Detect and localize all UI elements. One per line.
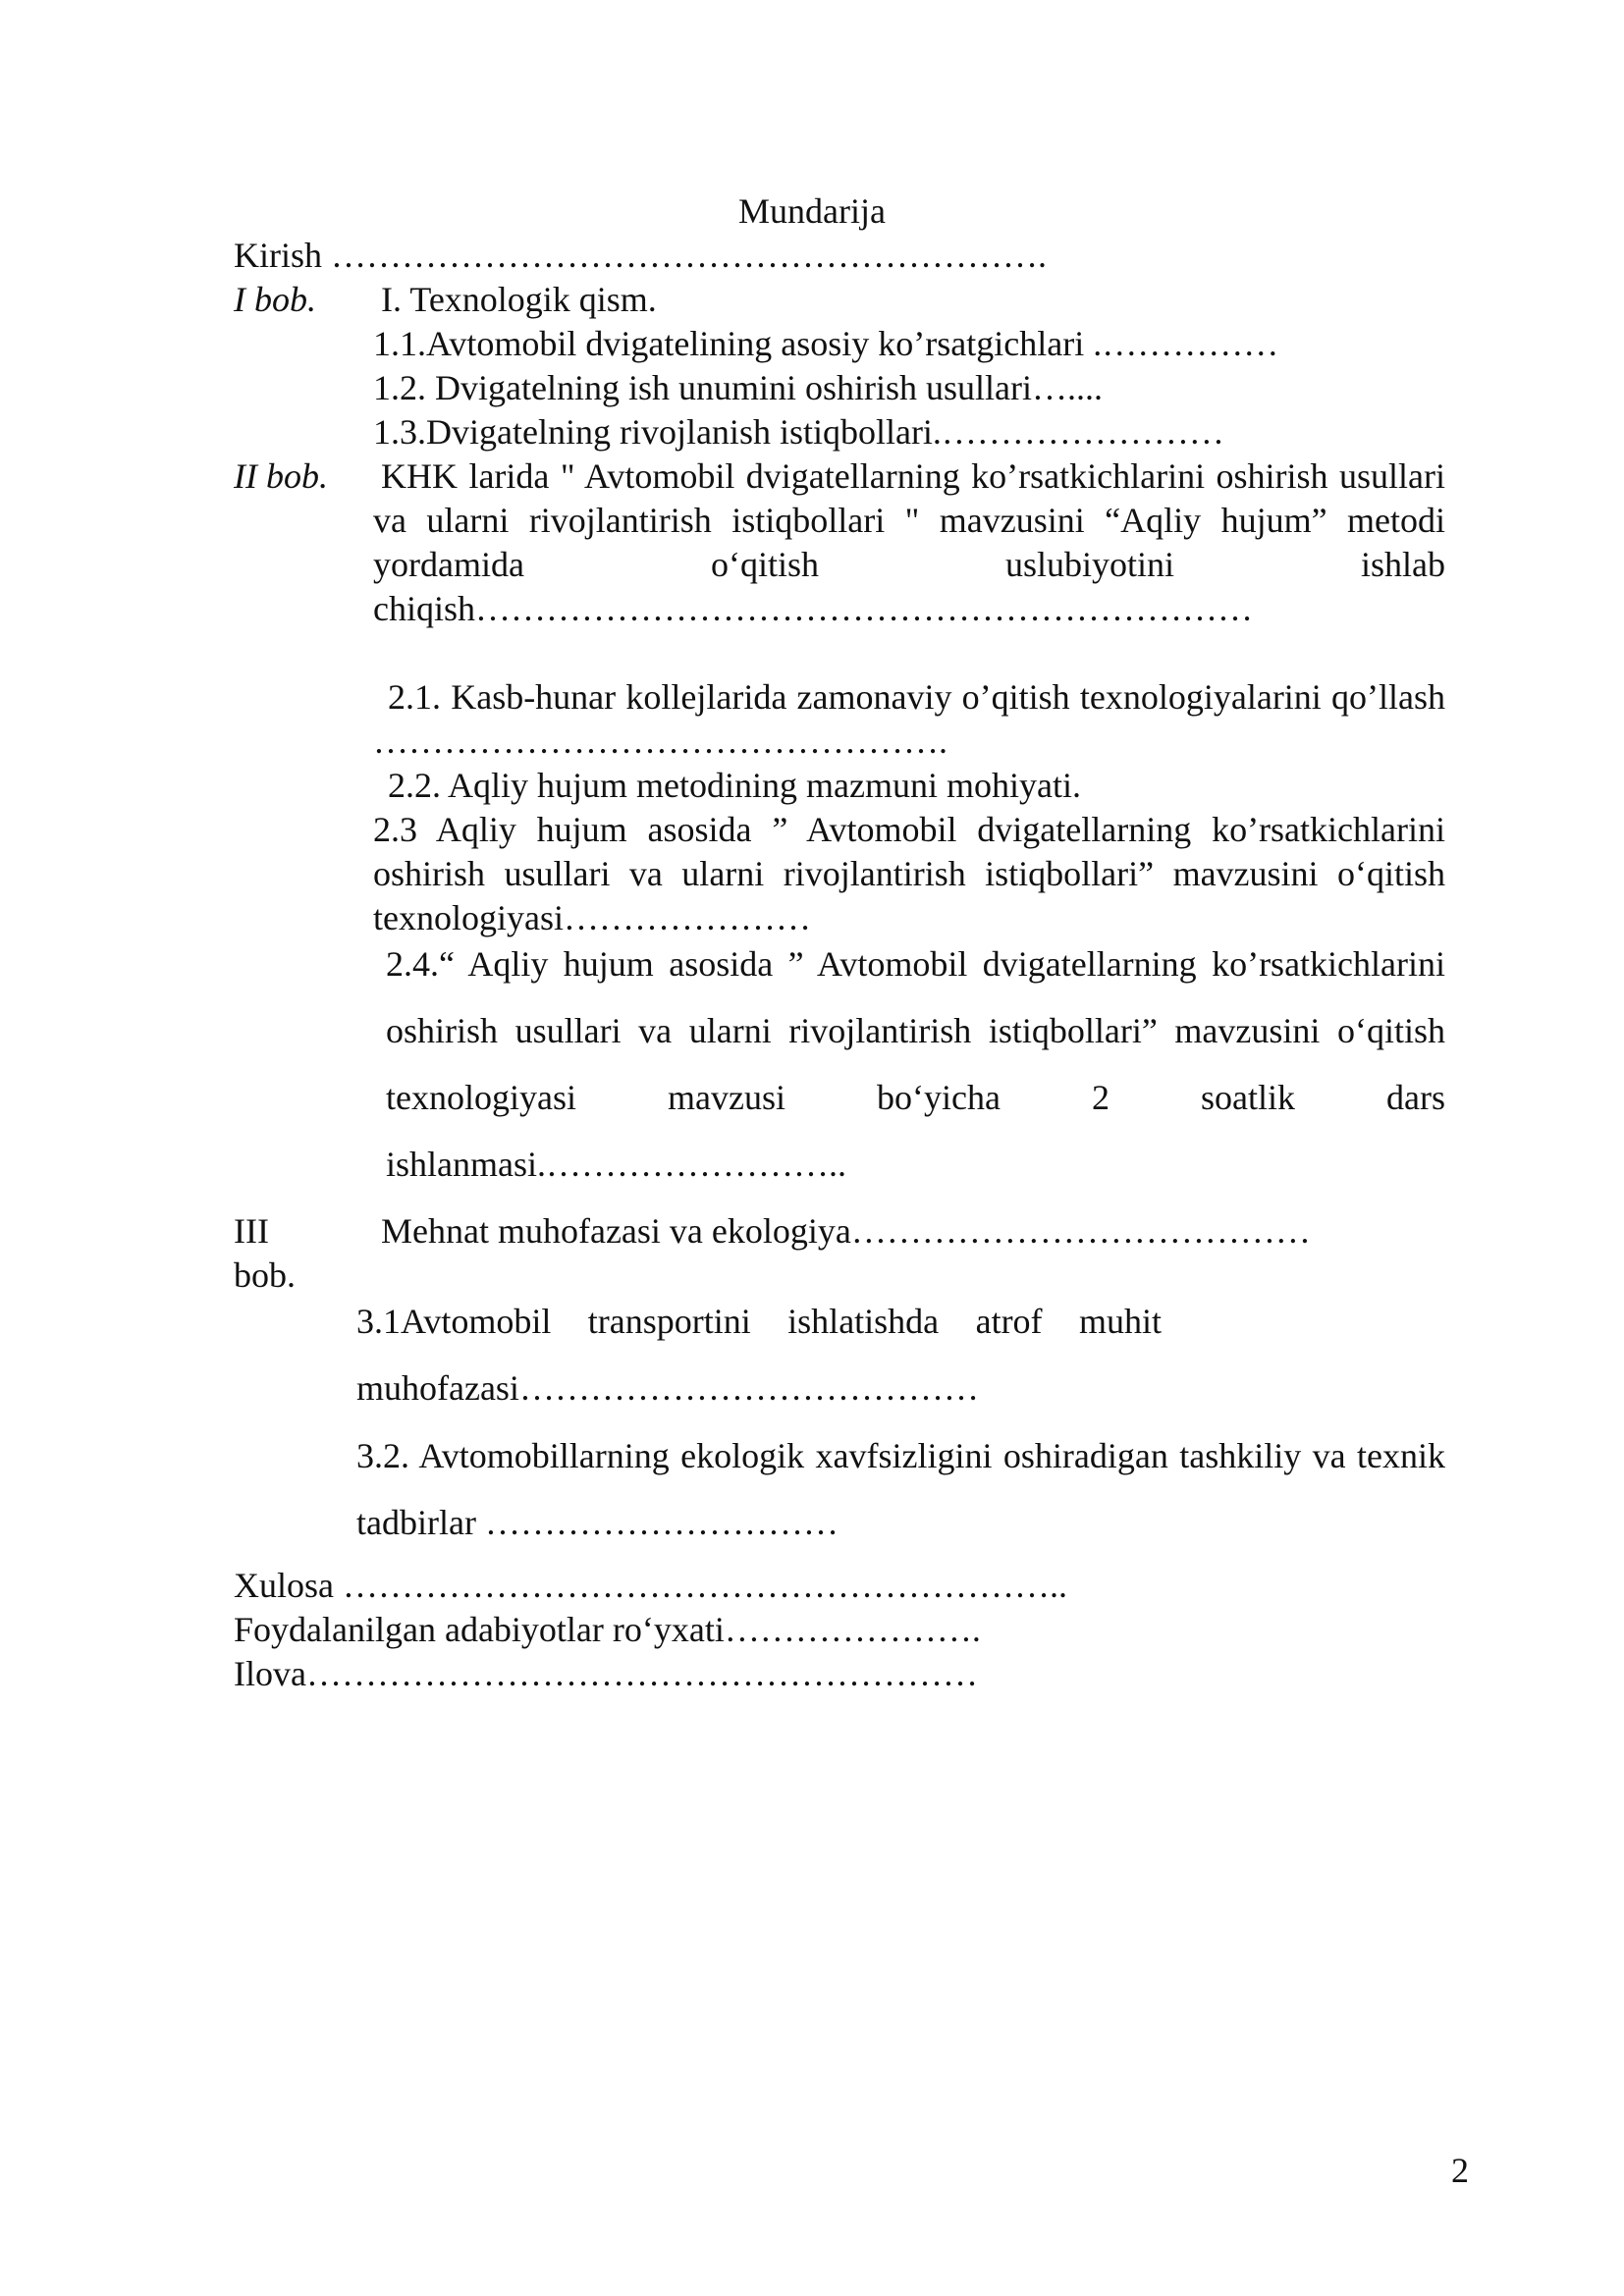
toc-entry-1-2: 1.2. Dvigatelning ish unumini oshirish usullari…....	[373, 368, 1103, 407]
toc-entry-1-1: 1.1.Avtomobil dvigatelining asosiy ko’rsatgichlari .……………	[373, 324, 1279, 363]
toc-entry-2-1: 2.1. Kasb-hunar kollejlarida zamonaviy o’qitish texnologiyalarini qo’llash ………………………………………….	[373, 677, 1445, 761]
toc-entry-adabiyotlar: Foydalanilgan adabiyotlar ro‘yxati………………….	[234, 1610, 981, 1649]
chapter-1-heading: I. Texnologik qism.	[381, 280, 657, 319]
chapter-3-label-line2: bob.	[234, 1255, 296, 1295]
toc-entry-3-2: 3.2. Avtomobillarning ekologik xavfsizligini oshiradigan tashkiliy va texnik tadbirlar …………………………	[356, 1436, 1445, 1542]
toc-entry-ilova: Ilova…………………………………………………	[234, 1654, 978, 1693]
chapter-2-label: II bob.	[234, 456, 328, 496]
toc-entry-2-4: 2.4.“ Aqliy hujum asosida ” Avtomobil dvigatellarning ko’rsatkichlarini oshirish usullari va ularni rivojlantirish istiqbollari” mavzusini o‘qitish texnologiyasi mavzusi bo‘yicha 2 soatlik dars ishlanmasi.……………………..	[386, 944, 1445, 1184]
toc-title: Mundarija	[738, 191, 886, 231]
toc-entry-3-1: 3.1Avtomobil transportini ishlatishda atrof muhit muhofazasi…………………………………	[356, 1302, 1162, 1408]
toc-entry-xulosa: Xulosa ……………………………………………………..	[234, 1566, 1067, 1605]
page-number: 2	[1451, 2151, 1469, 2190]
toc-entry-2-3: 2.3 Aqliy hujum asosida ” Avtomobil dvigatellarning ko’rsatkichlarini oshirish usullari va ularni rivojlantirish istiqbollari” mavzusini o‘qitish texnologiyasi…………………	[373, 810, 1445, 937]
toc-entry-2-2: 2.2. Aqliy hujum metodining mazmuni mohiyati.	[388, 766, 1081, 805]
chapter-3-heading: Mehnat muhofazasi va ekologiya…………………………………	[381, 1211, 1311, 1251]
toc-entry-1-3: 1.3.Dvigatelning rivojlanish istiqbollari.……………………	[373, 412, 1224, 452]
toc-entry-kirish: Kirish …………………………………………………….	[234, 236, 1047, 275]
chapter-1-label: I bob.	[234, 280, 316, 319]
chapter-3-label-line1: III	[234, 1211, 269, 1251]
chapter-2-heading: KHK larida " Avtomobil dvigatellarning ko’rsatkichlarini oshirish usullari va ularni rivojlantirish istiqbollari " mavzusini “Aqliy hujum” metodi yordamida o‘qitish uslubiyotini ishlab chiqish…………………………………………………………	[373, 456, 1445, 628]
